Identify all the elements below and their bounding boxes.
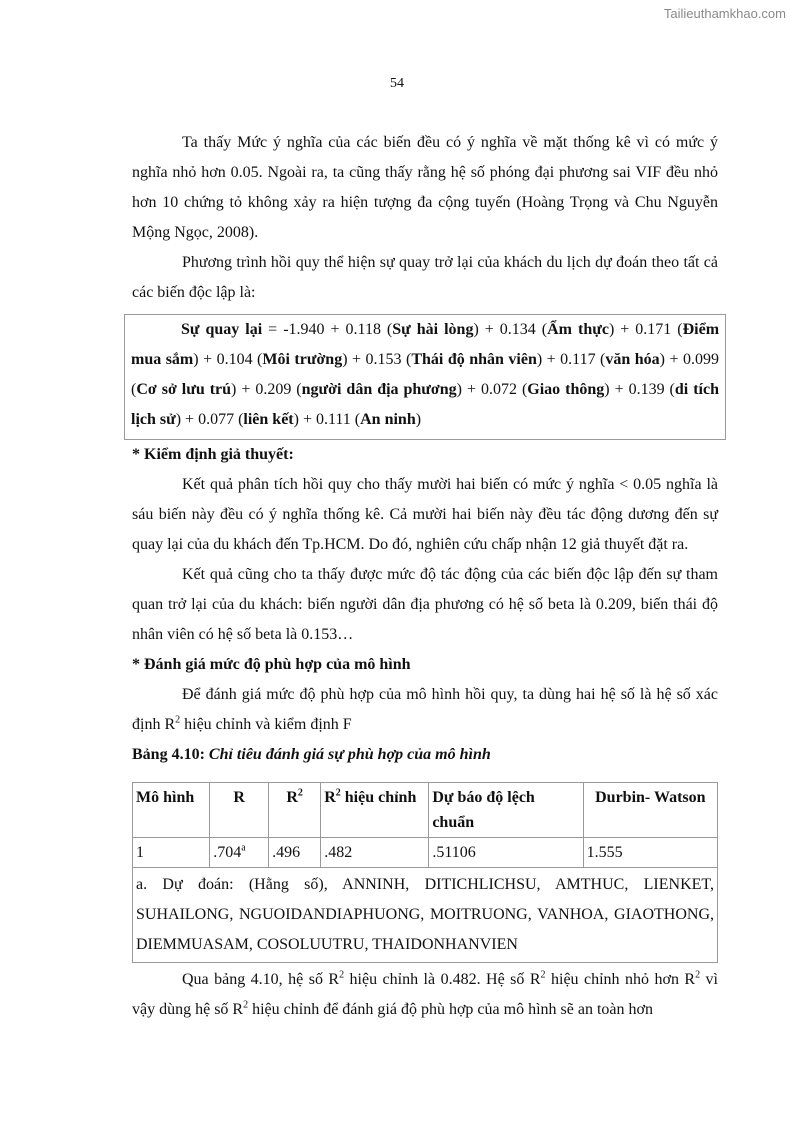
model-summary-table — [132, 782, 718, 963]
equation-term: Điểm mua sắm — [131, 321, 720, 368]
equation-term: Sự hài lòng — [392, 321, 474, 338]
equation-term: Ẩm thực — [547, 321, 609, 338]
regression-equation-box — [124, 314, 726, 440]
header-durbin-watson: Durbin- Watson — [583, 783, 717, 838]
table-caption: Bảng 4.10: Chỉ tiêu đánh giá sự phù hợp của mô hình — [132, 746, 491, 763]
table-note: a. Dự đoán: (Hằng số), ANNINH, DITICHLICHSU, AMTHUC, LIENKET, SUHAILONG, NGUOIDANDIAPHUONG, MOITRUONG, VANHOA, GIAOTHONG, DIEMMUASAM, COSOLUUTRU, THAIDONHANVIEN — [133, 868, 718, 963]
paragraph-adjusted-r2: Qua bảng 4.10, hệ số $R^2$ hiệu chỉnh là 0.482. Hệ số $R^2$ hiệu chỉnh nhỏ hơn $R^2$ vì vậy dùng hệ số $R^2$ hiệu chỉnh để đánh giá độ phù hợp của mô hình sẽ an toàn hơn — [132, 969, 718, 1018]
equation-lhs: Sự quay lại — [181, 321, 263, 338]
heading-model-fit: * Đánh giá mức độ phù hợp của mô hình — [132, 656, 411, 673]
equation-term: người dân địa phương — [301, 381, 457, 398]
table-header-row — [133, 783, 718, 838]
equation-term: liên kết — [243, 411, 294, 428]
equation-term: văn hóa — [605, 351, 660, 368]
header-r-squared: $R^2$ — [269, 783, 321, 838]
cell-std-error: .51106 — [429, 838, 583, 868]
cell-model: 1 — [133, 838, 210, 868]
document-body — [132, 128, 718, 1025]
equation-term: Giao thông — [527, 381, 605, 398]
paragraph-hypothesis-result: Kết quả phân tích hồi quy cho thấy mười hai biến có mức ý nghĩa < 0.05 nghĩa là sáu biến này đều có ý nghĩa thống kê. Cả mười hai biến này đều tác động dương đến sự quay lại của du khách đến Tp.HCM. Do đó, nghiên cứu chấp nhận 12 giả thuyết đặt ra. — [132, 476, 718, 553]
paragraph-impact-level: Kết quả cũng cho ta thấy được mức độ tác động của các biến độc lập đến sự tham quan trở lại của du khách: biến người dân địa phương có hệ số beta là 0.209, biến thái độ nhân viên có hệ số beta là 0.153… — [132, 566, 718, 643]
header-r: R — [210, 783, 269, 838]
header-model: Mô hình — [133, 783, 210, 838]
header-adjusted-r-squared: $R^2$ hiệu chỉnh — [321, 783, 429, 838]
equation-term: An ninh — [360, 411, 416, 428]
paragraph-fit-method: Để đánh giá mức độ phù hợp của mô hình hồi quy, ta dùng hai hệ số là hệ số xác định $R^2$ hiệu chỉnh và kiểm định F — [132, 686, 718, 733]
cell-durbin-watson: 1.555 — [583, 838, 717, 868]
regression-equation: Sự quay lại = -1.940 + 0.118 (Sự hài lòng) + 0.134 (Ẩm thực) + 0.171 (Điểm mua sắm) + 0.104 (Môi trường) + 0.153 (Thái độ nhân viên) + 0.117 (văn hóa) + 0.099 (Cơ sở lưu trú) + 0.209 (người dân địa phương) + 0.072 (Giao thông) + 0.139 (di tích lịch sử) + 0.077 (liên kết) + 0.111 (An ninh) — [131, 321, 720, 428]
cell-r-squared: .496 — [269, 838, 321, 868]
equation-term: Cơ sở lưu trú — [136, 381, 232, 398]
table-row — [133, 838, 718, 868]
page-number: 54 — [390, 76, 404, 91]
equation-term: Môi trường — [262, 351, 343, 368]
header-std-error: Dự báo độ lệch chuẩn — [429, 783, 583, 838]
cell-r: .704$^a$ — [210, 838, 269, 868]
paragraph-significance: Ta thấy Mức ý nghĩa của các biến đều có ý nghĩa về mặt thống kê vì có mức ý nghĩa nhỏ hơn 0.05. Ngoài ra, ta cũng thấy rằng hệ số phóng đại phương sai VIF đều nhỏ hơn 10 chứng tỏ không xảy ra hiện tượng đa cộng tuyến (Hoàng Trọng và Chu Nguyễn Mộng Ngọc, 2008). — [132, 134, 718, 241]
cell-adjusted-r-squared: .482 — [321, 838, 429, 868]
paragraph-equation-intro: Phương trình hồi quy thể hiện sự quay trở lại của khách du lịch dự đoán theo tất cả các biến độc lập là: — [132, 254, 718, 301]
equation-term: Thái độ nhân viên — [411, 351, 537, 368]
equation-term: di tích lịch sử — [131, 381, 719, 428]
table-note-row — [133, 868, 718, 963]
heading-hypothesis-test: * Kiểm định giả thuyết: — [132, 446, 294, 463]
watermark: Tailieuthamkhao.com — [663, 6, 786, 21]
